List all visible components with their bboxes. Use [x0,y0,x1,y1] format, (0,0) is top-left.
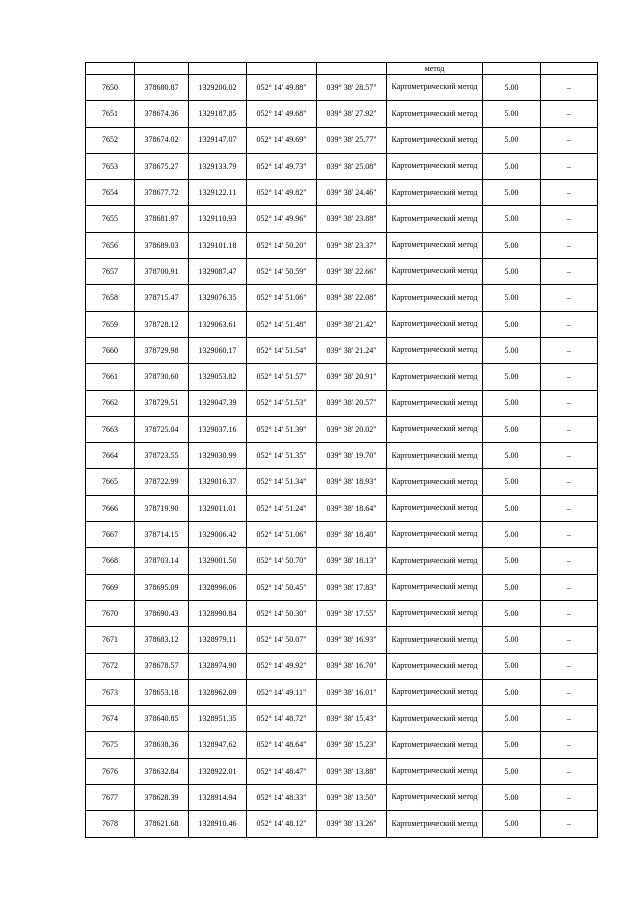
note-cell: – [541,285,598,311]
y-coordinate-cell: 1329187.85 [189,101,247,127]
longitude-cell: 039° 38' 20.02" [317,416,387,442]
latitude-cell: 052° 14' 49.92" [247,653,317,679]
method-cell: Картометрический метод [387,785,483,811]
y-coordinate-cell: 1329047.39 [189,390,247,416]
longitude-cell: 039° 38' 21.42" [317,311,387,337]
method-cell: Картометрический метод [387,732,483,758]
method-cell: Картометрический метод [387,364,483,390]
y-coordinate-cell: 1329087.47 [189,259,247,285]
x-coordinate-cell: 378725.04 [135,416,189,442]
accuracy-cell: 5.00 [483,416,541,442]
x-coordinate-cell: 378714.15 [135,522,189,548]
accuracy-cell: 5.00 [483,337,541,363]
method-cell: Картометрический метод [387,75,483,101]
table-row [86,416,598,442]
y-coordinate-cell: 1329063.61 [189,311,247,337]
accuracy-cell: 5.00 [483,600,541,626]
method-cell: Картометрический метод [387,127,483,153]
accuracy-cell: 5.00 [483,732,541,758]
note-cell: – [541,390,598,416]
point-number-cell: 7674 [86,706,135,732]
table-row [86,495,598,521]
y-coordinate-cell: 1329147.07 [189,127,247,153]
coordinates-table [85,62,598,838]
latitude-cell: 052° 14' 50.07" [247,627,317,653]
latitude-cell: 052° 14' 51.35" [247,443,317,469]
note-cell: – [541,232,598,258]
method-cell: Картометрический метод [387,390,483,416]
note-cell: – [541,337,598,363]
point-number-cell: 7665 [86,469,135,495]
y-coordinate-cell: 1328910.46 [189,811,247,837]
continuation-row [86,63,598,75]
note-cell: – [541,443,598,469]
point-number-cell: 7657 [86,259,135,285]
cell-empty [189,63,247,75]
table-row [86,758,598,784]
note-cell: – [541,101,598,127]
longitude-cell: 039° 38' 19.70" [317,443,387,469]
accuracy-cell: 5.00 [483,101,541,127]
longitude-cell: 039° 38' 15.23" [317,732,387,758]
x-coordinate-cell: 378728.12 [135,311,189,337]
accuracy-cell: 5.00 [483,627,541,653]
accuracy-cell: 5.00 [483,522,541,548]
x-coordinate-cell: 378632.84 [135,758,189,784]
note-cell: – [541,653,598,679]
table-row [86,75,598,101]
point-number-cell: 7654 [86,180,135,206]
accuracy-cell: 5.00 [483,758,541,784]
method-cell: Картометрический метод [387,706,483,732]
latitude-cell: 052° 14' 49.82" [247,180,317,206]
x-coordinate-cell: 378722.99 [135,469,189,495]
point-number-cell: 7650 [86,75,135,101]
note-cell: – [541,495,598,521]
x-coordinate-cell: 378695.09 [135,574,189,600]
longitude-cell: 039° 38' 27.92" [317,101,387,127]
table-row [86,311,598,337]
latitude-cell: 052° 14' 49.96" [247,206,317,232]
latitude-cell: 052° 14' 49.73" [247,153,317,179]
accuracy-cell: 5.00 [483,364,541,390]
method-cell: Картометрический метод [387,285,483,311]
x-coordinate-cell: 378729.98 [135,337,189,363]
y-coordinate-cell: 1329133.79 [189,153,247,179]
latitude-cell: 052° 14' 48.12" [247,811,317,837]
method-cell: Картометрический метод [387,495,483,521]
y-coordinate-cell: 1329011.01 [189,495,247,521]
accuracy-cell: 5.00 [483,443,541,469]
point-number-cell: 7666 [86,495,135,521]
y-coordinate-cell: 1328922.01 [189,758,247,784]
accuracy-cell: 5.00 [483,206,541,232]
point-number-cell: 7660 [86,337,135,363]
accuracy-cell: 5.00 [483,259,541,285]
method-cell: Картометрический метод [387,627,483,653]
table-row [86,785,598,811]
accuracy-cell: 5.00 [483,232,541,258]
y-coordinate-cell: 1328951.35 [189,706,247,732]
table-row [86,390,598,416]
method-cell: Картометрический метод [387,416,483,442]
point-number-cell: 7673 [86,679,135,705]
table-row [86,443,598,469]
note-cell: – [541,522,598,548]
method-cell: Картометрический метод [387,469,483,495]
longitude-cell: 039° 38' 21.24" [317,337,387,363]
accuracy-cell: 5.00 [483,679,541,705]
point-number-cell: 7662 [86,390,135,416]
x-coordinate-cell: 378700.91 [135,259,189,285]
y-coordinate-cell: 1329001.50 [189,548,247,574]
point-number-cell: 7653 [86,153,135,179]
table-row [86,153,598,179]
y-coordinate-cell: 1328947.62 [189,732,247,758]
point-number-cell: 7670 [86,600,135,626]
x-coordinate-cell: 378674.36 [135,101,189,127]
point-number-cell: 7661 [86,364,135,390]
longitude-cell: 039° 38' 22.66" [317,259,387,285]
method-cell: Картометрический метод [387,259,483,285]
x-coordinate-cell: 378723.55 [135,443,189,469]
x-coordinate-cell: 378628.39 [135,785,189,811]
accuracy-cell: 5.00 [483,75,541,101]
x-coordinate-cell: 378674.02 [135,127,189,153]
accuracy-cell: 5.00 [483,785,541,811]
longitude-cell: 039° 38' 18.64" [317,495,387,521]
point-number-cell: 7675 [86,732,135,758]
longitude-cell: 039° 38' 23.88" [317,206,387,232]
latitude-cell: 052° 14' 49.69" [247,127,317,153]
latitude-cell: 052° 14' 51.48" [247,311,317,337]
table-row [86,522,598,548]
latitude-cell: 052° 14' 49.11" [247,679,317,705]
latitude-cell: 052° 14' 50.20" [247,232,317,258]
latitude-cell: 052° 14' 51.34" [247,469,317,495]
x-coordinate-cell: 378677.72 [135,180,189,206]
latitude-cell: 052° 14' 51.54" [247,337,317,363]
table-row [86,337,598,363]
table-row [86,679,598,705]
y-coordinate-cell: 1328979.11 [189,627,247,653]
point-number-cell: 7672 [86,653,135,679]
accuracy-cell: 5.00 [483,285,541,311]
table-row [86,574,598,600]
latitude-cell: 052° 14' 51.24" [247,495,317,521]
accuracy-cell: 5.00 [483,311,541,337]
point-number-cell: 7658 [86,285,135,311]
latitude-cell: 052° 14' 50.70" [247,548,317,574]
x-coordinate-cell: 378690.43 [135,600,189,626]
y-coordinate-cell: 1329030.99 [189,443,247,469]
latitude-cell: 052° 14' 49.68" [247,101,317,127]
x-coordinate-cell: 378703.14 [135,548,189,574]
y-coordinate-cell: 1328974.90 [189,653,247,679]
point-number-cell: 7677 [86,785,135,811]
x-coordinate-cell: 378683.12 [135,627,189,653]
table-row [86,259,598,285]
method-cell: Картометрический метод [387,758,483,784]
note-cell: – [541,127,598,153]
x-coordinate-cell: 378678.57 [135,653,189,679]
table-row [86,469,598,495]
cell-empty [317,63,387,75]
y-coordinate-cell: 1328914.94 [189,785,247,811]
longitude-cell: 039° 38' 15.43" [317,706,387,732]
method-cell: Картометрический метод [387,443,483,469]
table-row [86,653,598,679]
accuracy-cell: 5.00 [483,548,541,574]
cell-empty [135,63,189,75]
latitude-cell: 052° 14' 50.30" [247,600,317,626]
table-row [86,101,598,127]
latitude-cell: 052° 14' 51.57" [247,364,317,390]
note-cell: – [541,206,598,232]
point-number-cell: 7651 [86,101,135,127]
x-coordinate-cell: 378681.97 [135,206,189,232]
method-cell: Картометрический метод [387,311,483,337]
method-cell: Картометрический метод [387,679,483,705]
latitude-cell: 052° 14' 51.53" [247,390,317,416]
y-coordinate-cell: 1329110.93 [189,206,247,232]
note-cell: – [541,180,598,206]
cell-method-continuation: метод [387,63,483,75]
table-row [86,127,598,153]
note-cell: – [541,811,598,837]
note-cell: – [541,75,598,101]
table-row [86,627,598,653]
method-cell: Картометрический метод [387,101,483,127]
method-cell: Картометрический метод [387,574,483,600]
accuracy-cell: 5.00 [483,127,541,153]
note-cell: – [541,758,598,784]
x-coordinate-cell: 378675.27 [135,153,189,179]
note-cell: – [541,785,598,811]
table-row [86,811,598,837]
longitude-cell: 039° 38' 23.37" [317,232,387,258]
method-cell: Картометрический метод [387,206,483,232]
latitude-cell: 052° 14' 50.45" [247,574,317,600]
note-cell: – [541,706,598,732]
x-coordinate-cell: 378653.18 [135,679,189,705]
point-number-cell: 7669 [86,574,135,600]
point-number-cell: 7655 [86,206,135,232]
longitude-cell: 039° 38' 18.40" [317,522,387,548]
accuracy-cell: 5.00 [483,653,541,679]
accuracy-cell: 5.00 [483,153,541,179]
table-row [86,206,598,232]
longitude-cell: 039° 38' 17.55" [317,600,387,626]
y-coordinate-cell: 1329053.82 [189,364,247,390]
note-cell: – [541,679,598,705]
latitude-cell: 052° 14' 48.47" [247,758,317,784]
latitude-cell: 052° 14' 51.39" [247,416,317,442]
point-number-cell: 7652 [86,127,135,153]
note-cell: – [541,600,598,626]
accuracy-cell: 5.00 [483,706,541,732]
latitude-cell: 052° 14' 48.72" [247,706,317,732]
accuracy-cell: 5.00 [483,574,541,600]
y-coordinate-cell: 1329016.37 [189,469,247,495]
x-coordinate-cell: 378689.03 [135,232,189,258]
x-coordinate-cell: 378715.47 [135,285,189,311]
cell-empty [247,63,317,75]
y-coordinate-cell: 1329101.18 [189,232,247,258]
note-cell: – [541,364,598,390]
point-number-cell: 7664 [86,443,135,469]
table-row [86,285,598,311]
y-coordinate-cell: 1329076.35 [189,285,247,311]
cell-empty [86,63,135,75]
longitude-cell: 039° 38' 20.91" [317,364,387,390]
method-cell: Картометрический метод [387,653,483,679]
point-number-cell: 7656 [86,232,135,258]
x-coordinate-cell: 378680.87 [135,75,189,101]
y-coordinate-cell: 1329122.11 [189,180,247,206]
point-number-cell: 7659 [86,311,135,337]
longitude-cell: 039° 38' 22.08" [317,285,387,311]
x-coordinate-cell: 378621.68 [135,811,189,837]
longitude-cell: 039° 38' 18.13" [317,548,387,574]
longitude-cell: 039° 38' 16.70" [317,653,387,679]
table-body [86,63,598,838]
y-coordinate-cell: 1329037.16 [189,416,247,442]
table-row [86,548,598,574]
latitude-cell: 052° 14' 51.06" [247,522,317,548]
latitude-cell: 052° 14' 48.33" [247,785,317,811]
y-coordinate-cell: 1328962.09 [189,679,247,705]
table-row [86,232,598,258]
longitude-cell: 039° 38' 13.26" [317,811,387,837]
x-coordinate-cell: 378729.51 [135,390,189,416]
accuracy-cell: 5.00 [483,495,541,521]
table-row [86,600,598,626]
longitude-cell: 039° 38' 16.93" [317,627,387,653]
point-number-cell: 7671 [86,627,135,653]
method-cell: Картометрический метод [387,180,483,206]
accuracy-cell: 5.00 [483,180,541,206]
longitude-cell: 039° 38' 13.50" [317,785,387,811]
note-cell: – [541,574,598,600]
point-number-cell: 7663 [86,416,135,442]
y-coordinate-cell: 1329060.17 [189,337,247,363]
note-cell: – [541,311,598,337]
note-cell: – [541,548,598,574]
point-number-cell: 7676 [86,758,135,784]
method-cell: Картометрический метод [387,522,483,548]
note-cell: – [541,416,598,442]
accuracy-cell: 5.00 [483,811,541,837]
cell-empty [541,63,598,75]
method-cell: Картометрический метод [387,811,483,837]
point-number-cell: 7667 [86,522,135,548]
method-cell: Картометрический метод [387,232,483,258]
latitude-cell: 052° 14' 48.64" [247,732,317,758]
method-cell: Картометрический метод [387,153,483,179]
longitude-cell: 039° 38' 18.93" [317,469,387,495]
note-cell: – [541,627,598,653]
table-row [86,706,598,732]
method-cell: Картометрический метод [387,337,483,363]
note-cell: – [541,259,598,285]
note-cell: – [541,153,598,179]
x-coordinate-cell: 378640.85 [135,706,189,732]
table-row [86,180,598,206]
latitude-cell: 052° 14' 51.06" [247,285,317,311]
longitude-cell: 039° 38' 25.08" [317,153,387,179]
note-cell: – [541,469,598,495]
longitude-cell: 039° 38' 13.88" [317,758,387,784]
y-coordinate-cell: 1329006.42 [189,522,247,548]
longitude-cell: 039° 38' 25.77" [317,127,387,153]
longitude-cell: 039° 38' 24.46" [317,180,387,206]
accuracy-cell: 5.00 [483,390,541,416]
latitude-cell: 052° 14' 49.88" [247,75,317,101]
table-row [86,732,598,758]
table-row [86,364,598,390]
longitude-cell: 039° 38' 16.01" [317,679,387,705]
latitude-cell: 052° 14' 50.59" [247,259,317,285]
longitude-cell: 039° 38' 20.57" [317,390,387,416]
cell-empty [483,63,541,75]
method-cell: Картометрический метод [387,600,483,626]
y-coordinate-cell: 1329200.02 [189,75,247,101]
x-coordinate-cell: 378719.90 [135,495,189,521]
point-number-cell: 7678 [86,811,135,837]
longitude-cell: 039° 38' 28.57" [317,75,387,101]
y-coordinate-cell: 1328990.84 [189,600,247,626]
x-coordinate-cell: 378638.36 [135,732,189,758]
point-number-cell: 7668 [86,548,135,574]
method-cell: Картометрический метод [387,548,483,574]
x-coordinate-cell: 378730.60 [135,364,189,390]
note-cell: – [541,732,598,758]
longitude-cell: 039° 38' 17.83" [317,574,387,600]
accuracy-cell: 5.00 [483,469,541,495]
y-coordinate-cell: 1328996.06 [189,574,247,600]
